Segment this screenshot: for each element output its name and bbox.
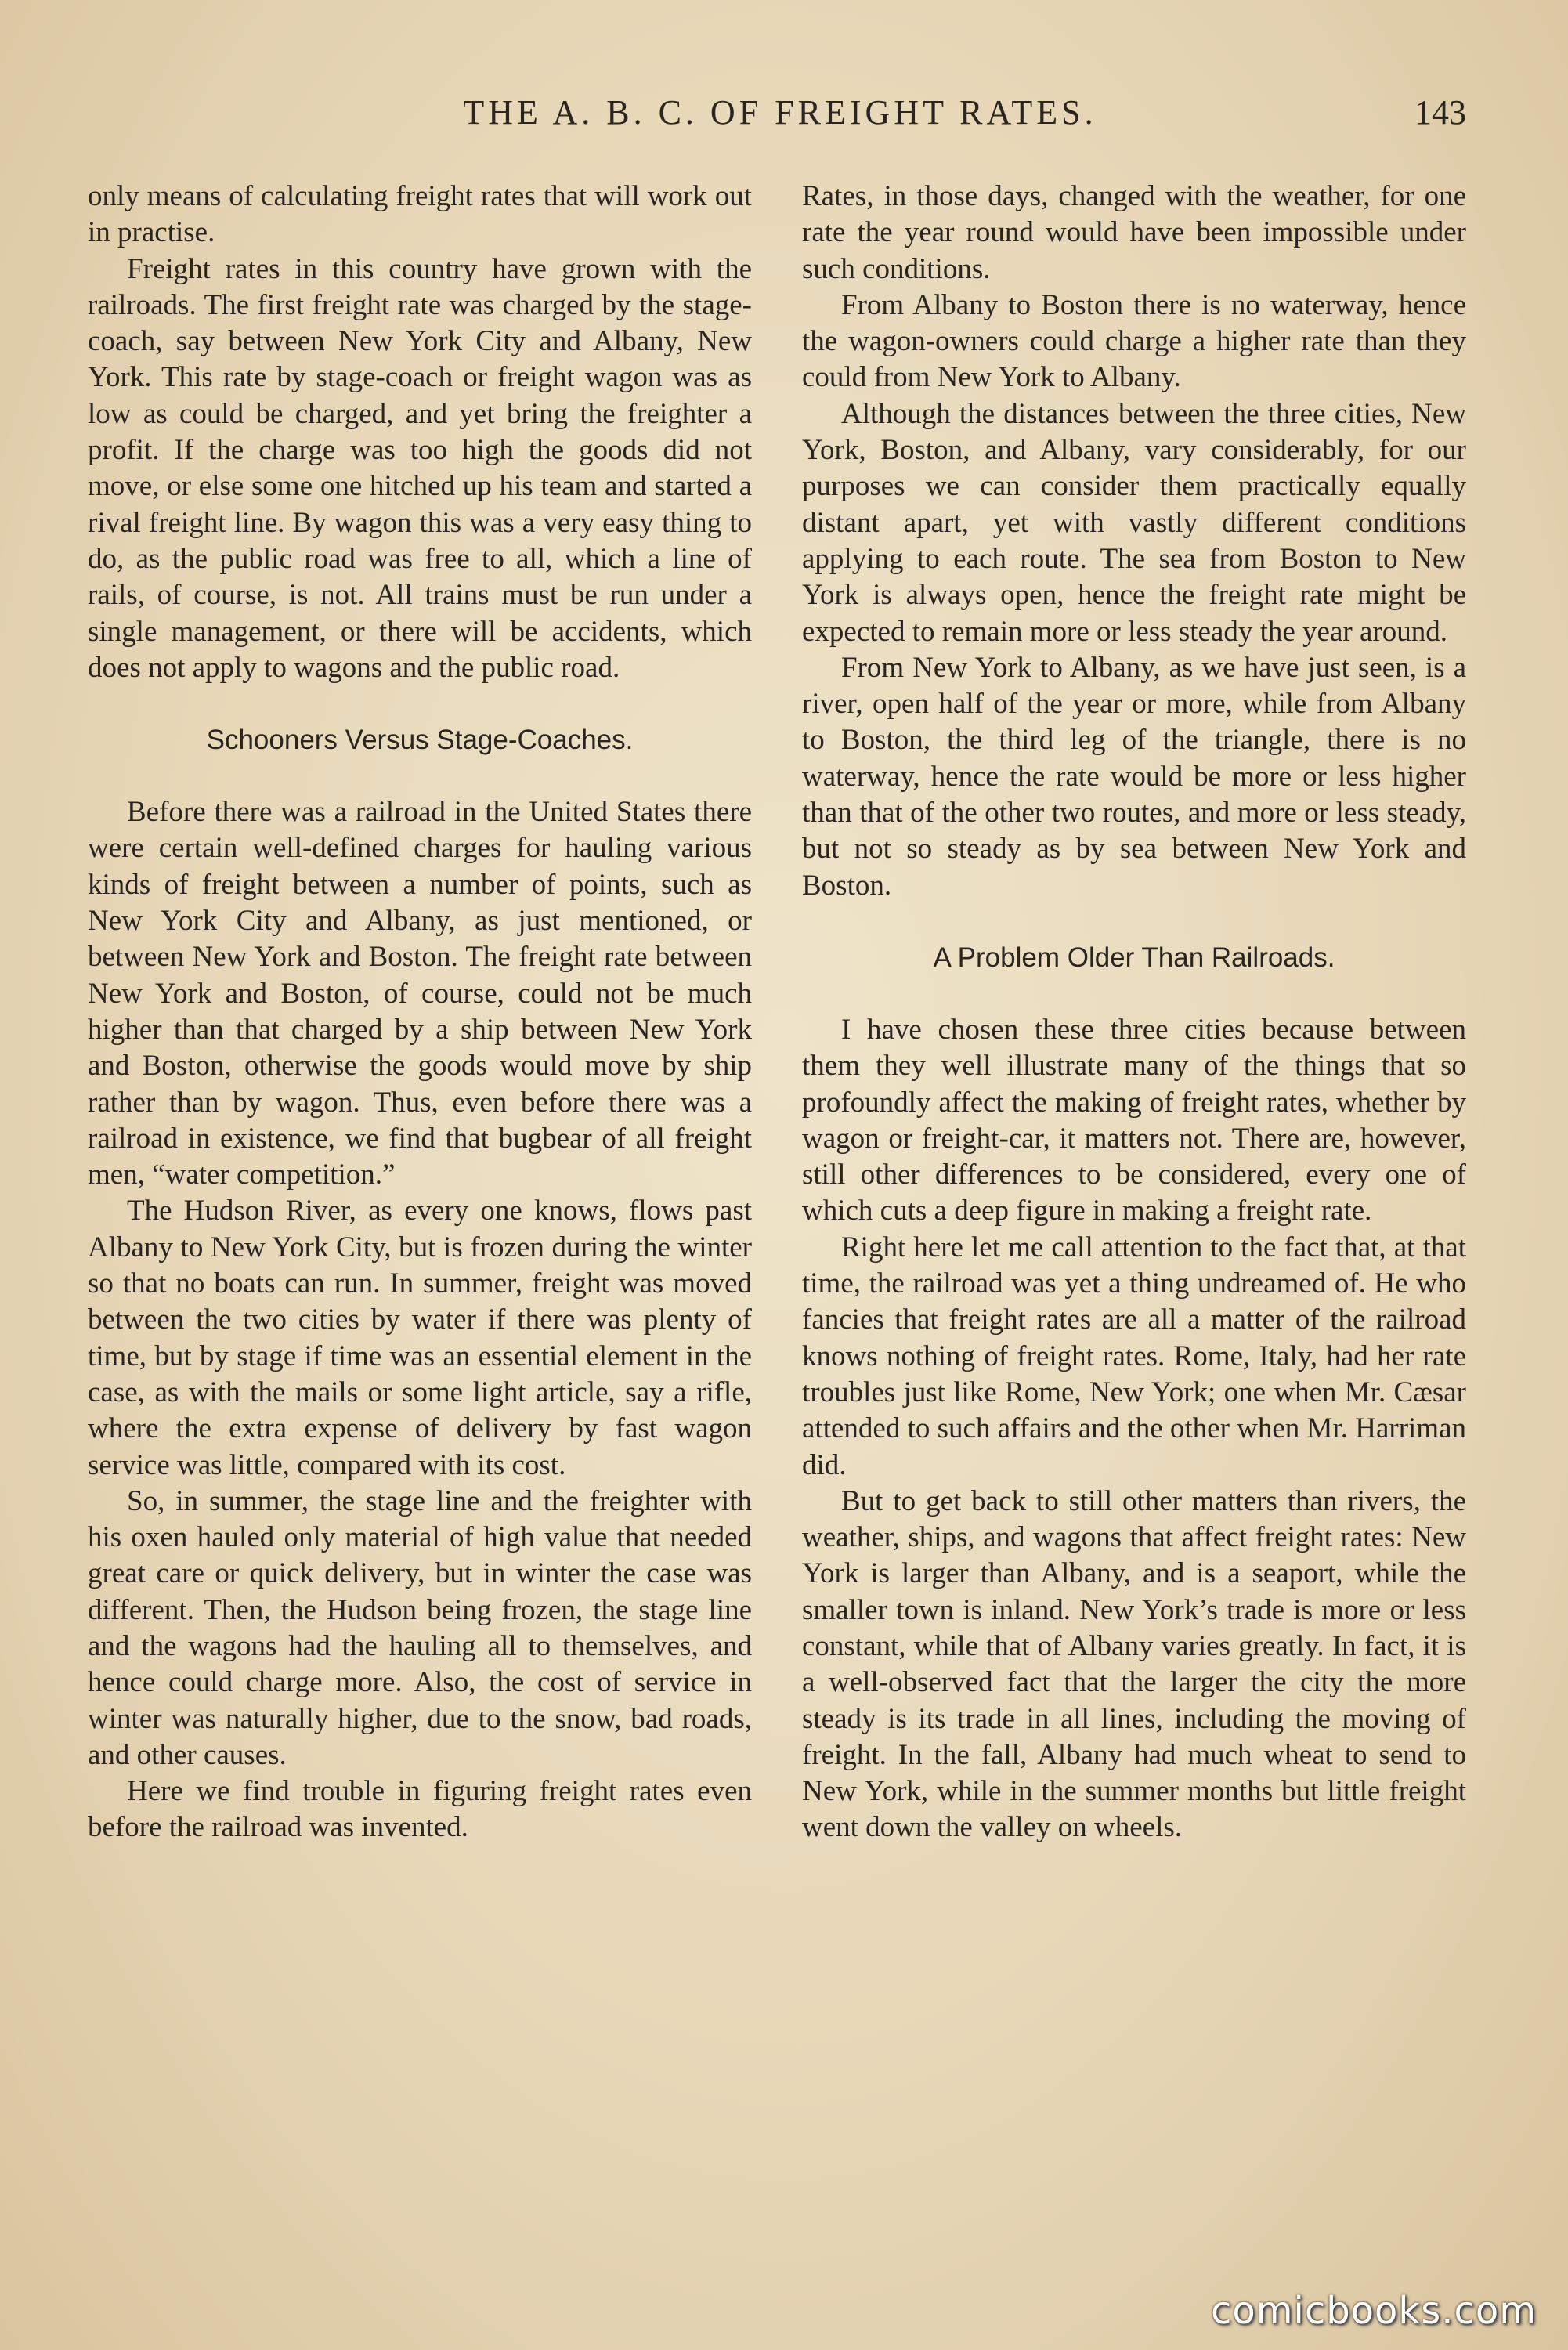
paragraph: So, in summer, the stage line and the freighter with his oxen hauled only material of high value that needed great care or quick delivery, but in winter the case was different. Then, the Hudson being frozen, the stage line and the wagons had the hauling all to themselves, and hence could charge more. Also, the cost of service in winter was naturally higher, due to the snow, bad roads, and other causes. [88,1484,752,1771]
section-heading: Schooners Versus Stage-Coaches. [206,725,634,756]
paragraph: Right here let me call attention to the fact that, at that time, the railroad was yet a thing undreamed of. He who fancies that freight rates are all a matter of the railroad knows nothing of freight rates. Rome, Italy, had her rate troubles just like Rome, New York; one when Mr. Cæsar attended to such affairs and the other when Mr. Harriman did. [802,1231,1466,1481]
paragraph: only means of calculating freight rates that will work out in practise. [88,180,752,249]
paragraph: Although the distances between the three cities, New York, Boston, and Albany, vary considerably, for our purposes we can consider them practically equally distant apart, yet with vastly different conditions applying to each route. The sea from Boston to New York is always open, hence the freight rate might be expected to remain more or less steady the year around. [802,397,1466,648]
paragraph: But to get back to still other matters than rivers, the weather, ships, and wagons that affect freight rates: New York is larger than Albany, and is a seaport, while the smaller town is inland. New York’s trade is more or less constant, while that of Albany varies greatly. In fact, it is a well-observed fact that the larger the city the more steady is its trade in all lines, including the moving of freight. In the fall, Albany had much wheat to send to New York, while in the summer months but little freight went down the valley on wheels. [802,1484,1466,1844]
section-heading: A Problem Older Than Railroads. [933,942,1335,973]
watermark: comicbooks.com [1210,2289,1537,2333]
paragraph: Freight rates in this country have grown with the railroads. The first freight rate was charged by the stage-coach, say between New York City and Albany, New York. This rate by stage-coach or freight wagon was as low as could be charged, and yet bring the freighter a profit. If the charge was too high the goods did not move, or else some one hitched up his team and started a rival freight line. By wagon this was a very easy thing to do, as the public road was free to all, which a line of rails, of course, is not. All trains must be run under a single management, or there will be accidents, which does not apply to wagons and the public road. [88,252,752,684]
paragraph: Here we find trouble in figuring freight rates even before the railroad was invented. [88,1775,752,1844]
paragraph: Rates, in those days, changed with the weather, for one rate the year round would have been impossible under such conditions. [802,180,1466,285]
paragraph: The Hudson River, as every one knows, flows past Albany to New York City, but is frozen during the winter so that no boats can run. In summer, freight was moved between the two cities by water if there was plenty of time, but by stage if time was an essential element in the case, as with the mails or some light article, say a rifle, where the extra expense of delivery by fast wagon service was little, compared with its cost. [88,1195,752,1481]
page-number: 143 [1414,93,1466,132]
paragraph: From New York to Albany, as we have just seen, is a river, open half of the year or more, while from Albany to Boston, the third leg of the triangle, there is no waterway, hence the rate would be more or less higher than that of the other two routes, and more or less steady, but not so steady as by sea between New York and Boston. [802,651,1466,902]
running-title: THE A. B. C. OF FREIGHT RATES. [463,93,1097,132]
left-column [88,179,752,1846]
right-column [802,179,1466,1846]
paragraph: Before there was a railroad in the United States there were certain well-defined charges for hauling various kinds of freight between a number of points, such as New York City and Albany, as just mentioned, or between New York and Boston. The freight rate between New York and Boston, of course, could not be much higher than that charged by a ship between New York and Boston, otherwise the goods would move by ship rather than by wagon. Thus, even before there was a railroad in existence, we find that bugbear of all freight men, “water competition.” [88,796,752,1191]
paragraph: From Albany to Boston there is no waterway, hence the wagon-owners could charge a higher rate than they could from New York to Albany. [802,288,1466,394]
paragraph: I have chosen these three cities because between them they well illustrate many of the things that so profoundly affect the making of freight rates, whether by wagon or freight-car, it matters not. There are, however, still other differences to be considered, every one of which cuts a deep figure in making a freight rate. [802,1013,1466,1227]
